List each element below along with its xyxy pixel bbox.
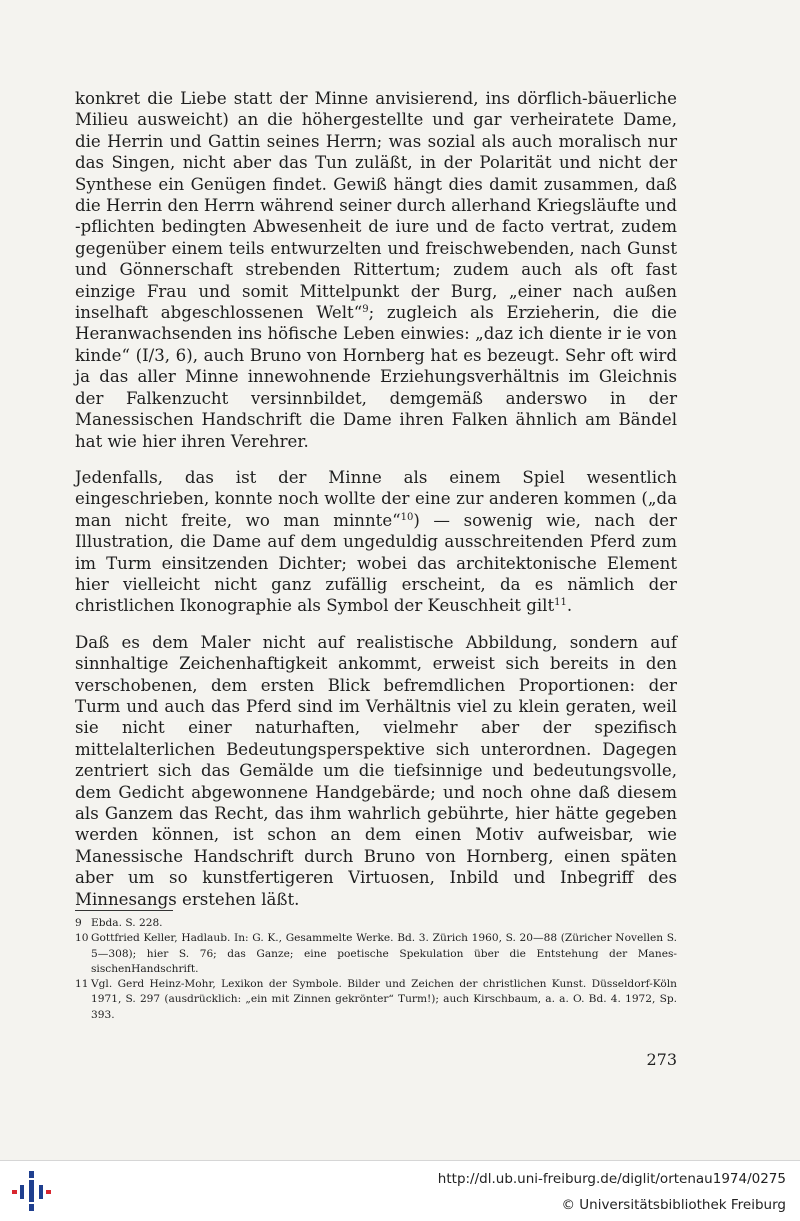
footnote-ref-10: 10: [400, 511, 414, 523]
footnotes: [75, 916, 677, 1023]
footnote-number: 11: [75, 978, 89, 991]
copyright-notice: © Universitätsbibliothek Freiburg: [561, 1197, 786, 1213]
paragraph-2: Jedenfalls, das ist der Minne als einem Spiel wesentlich eingeschrieben, konnte noch wollte der eine zur anderen kommen („da man nicht freite, wo man minnte“$^{10}$) — sowenig wie, nach der Illustration, die Dame auf dem ungeduldig ausschreitenden Pferd zum im Turm einsitzenden Dichter; wobei das architektonische Element hier vielleicht nicht ganz zufällig erscheint, da es nämlich der christlichen Ikonographie als Symbol der Keuschheit gilt$^{11}$.: [75, 467, 677, 616]
footnote-text: Gottfried Keller, Hadlaub. In: G. K., Gesammelte Werke. Bd. 3. Zürich 1960, S. 20—88 (Züricher Novellen S. 5—308); hier S. 76; das Ganze; eine poetische Spekulation über die Entstehung der ManessischenHandschrift.: [91, 932, 677, 975]
body-text: [75, 88, 677, 925]
footnote-number: 10: [75, 932, 89, 945]
paragraph-3: Daß es dem Maler nicht auf realistische Abbildung, sondern auf sinnhaltige Zeichenhaftigkeit ankommt, erweist sich bereits in den verschobenen, dem ersten Blick befremdlichen Proportionen: der Turm und auch das Pferd sind im Verhältnis viel zu klein geraten, weil sie nicht einer naturhaften, vielmehr aber der spezifisch mittelalterlichen Bedeutungsperspektive sich unterordnen. Dagegen zentriert sich das Gemälde um die tiefsinnige und bedeutungsvolle, dem Gedicht abgewonnene Handgebärde; und noch ohne daß diesem als Ganzem das Recht, das ihm wahrlich gebührte, hier hätte gegeben werden können, ist schon an dem einen Motiv aufweisbar, wie Manessische Handschrift durch Bruno von Hornberg, einen späten aber um so kunstfertigeren Virtuosen, Inbild und Inbegriff des Minnesangs erstehen läßt.: [75, 632, 677, 909]
footnote-number: 9: [75, 917, 82, 929]
permalink-url[interactable]: http://dl.ub.uni-freiburg.de/diglit/ortenau1974/0275: [437, 1171, 786, 1187]
paragraph-1: konkret die Liebe statt der Minne anvisierend, ins dörflich-bäuerliche Milieu ausweicht) an die höhergestellte und gar verheiratete Dame, die Herrin und Gattin seines Herrn; was sozial als auch moralisch nur das Singen, nicht aber das Tun zuläßt, in der Polarität und nicht der Synthese ein Genügen findet. Gewiß hängt dies damit zusammen, daß die Herrin den Herrn während seiner durch allerhand Kriegsläufte und -pflichten bedingten Abwesenheit de iure und de facto vertrat, zudem gegenüber einem teils entwurzelten und freischwebenden, nach Gunst und Gönnerschaft strebenden Rittertum; zudem auch als oft fast einzige Frau und somit Mittelpunkt der Burg, „einer nach außen inselhaft abgeschlossenen Welt“$^9$; zugleich als Erzieherin, die die Heranwachsenden ins höfische Leben einwies: „daz ich diente ir ie von kinde“ (I/3, 6), auch Bruno von Hornberg hat es bezeugt. Sehr oft wird ja das aller Minne innewohnende Erziehungsverhältnis im Gleichnis der Falkenzucht versinnbildet, demgemäß anderswo in der Manessischen Handschrift die Dame ihren Falken ähnlich am Bändel hat wie hier ihren Verehrer.: [75, 89, 677, 451]
footnote-divider: [75, 910, 173, 911]
page-number: 273: [646, 1050, 677, 1069]
footnote-text: Ebda. S. 228.: [91, 917, 163, 929]
footnote-ref-11: 11: [554, 597, 567, 609]
footnote-11: [75, 977, 677, 1023]
footnote-ref-9: 9: [362, 304, 369, 316]
footnote-10: [75, 931, 677, 977]
library-footer: [0, 1160, 800, 1221]
ub-freiburg-logo-icon: [10, 1169, 52, 1213]
footnote-9: [75, 916, 677, 931]
footnote-text: Vgl. Gerd Heinz-Mohr, Lexikon der Symbole. Bilder und Zeichen der christlichen Kunst. Düsseldorf-Köln 1971, S. 297 (ausdrücklich: „ein mit Zinnen gekrönter“ Turm!); auch Kirschbaum, a. a. O. Bd. 4. 1972, Sp. 393.: [91, 978, 677, 1021]
